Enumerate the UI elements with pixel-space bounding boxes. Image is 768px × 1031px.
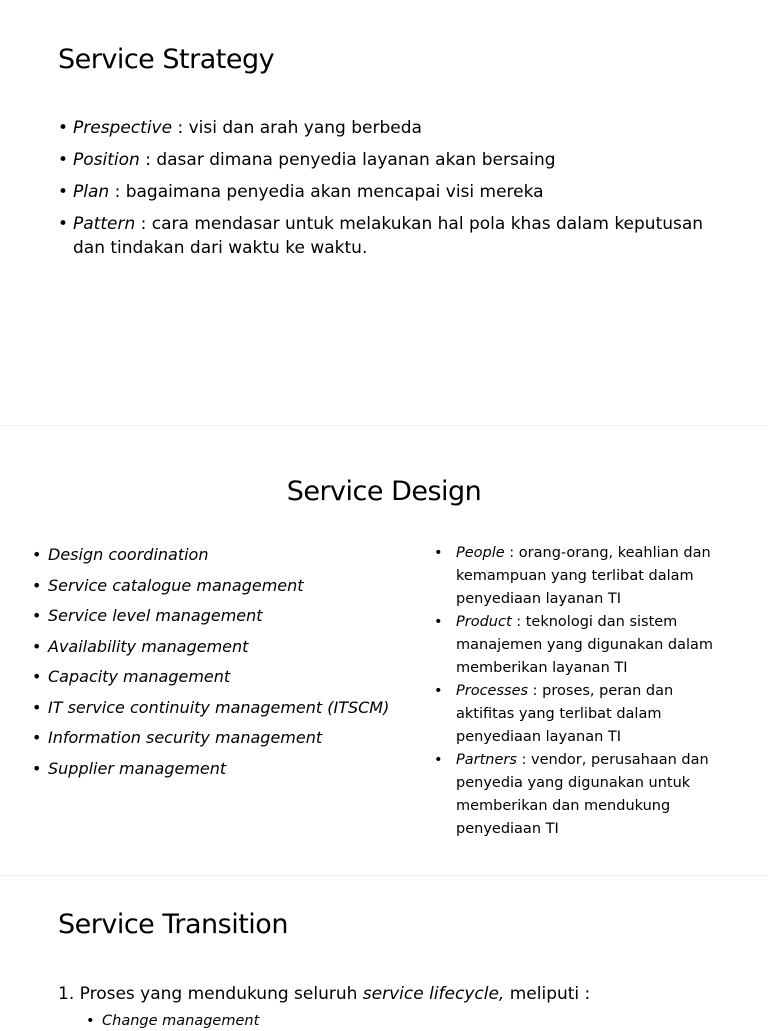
item-term: Pattern	[73, 214, 136, 234]
list-item	[434, 611, 734, 680]
item-desc: : visi dan arah yang berbeda	[172, 118, 422, 138]
list-item: • Service catalogue management	[32, 575, 412, 597]
item-term: Processes	[456, 683, 529, 699]
slide-service-strategy	[0, 0, 768, 420]
list-item: • Capacity management	[32, 666, 412, 688]
list-item: • Design coordination	[32, 544, 412, 566]
list-item	[58, 116, 718, 140]
point-prefix: 1. Proses yang mendukung seluruh	[58, 984, 363, 1004]
list-item: • IT service continuity management (ITSCM)	[32, 697, 412, 719]
list-item: • Change management	[86, 1011, 259, 1031]
list-item: • Availability management	[32, 636, 412, 658]
item-term: Partners	[456, 752, 517, 768]
point-suffix: meliputi :	[504, 984, 591, 1004]
list-item	[58, 148, 718, 172]
list-item	[434, 680, 734, 749]
list-item	[58, 180, 718, 204]
item-term: Product	[456, 614, 512, 630]
list-item: • Information security management	[32, 727, 412, 749]
design-process-list	[32, 544, 412, 788]
item-desc: : orang-orang, keahlian dan kemampuan yang terlibat dalam penyediaan layanan TI	[456, 545, 711, 607]
list-item	[58, 212, 718, 260]
slide-service-design	[0, 430, 768, 870]
item-desc: : teknologi dan sistem manajemen yang digunakan dalam memberikan layanan TI	[456, 614, 714, 676]
slide-service-transition	[0, 880, 768, 1029]
list-item: • Service level management	[32, 605, 412, 627]
list-item	[434, 542, 734, 611]
point-emphasis: service lifecycle,	[362, 984, 505, 1004]
strategy-bullet-list	[58, 116, 718, 268]
numbered-point	[58, 982, 590, 1006]
item-term: Position	[73, 150, 140, 170]
item-desc: : bagaimana penyedia akan mencapai visi mereka	[109, 182, 544, 202]
design-four-ps-list	[434, 542, 734, 841]
slide-divider	[0, 875, 768, 876]
transition-sub-list	[86, 1011, 259, 1031]
item-desc: : cara mendasar untuk melakukan hal pola khas dalam keputusan dan tindakan dari waktu ke waktu.	[73, 214, 704, 258]
list-item	[434, 749, 734, 841]
item-desc: : proses, peran dan aktifitas yang terlibat dalam penyediaan layanan TI	[456, 683, 674, 745]
item-term: People	[456, 545, 505, 561]
slide-title: Service Transition	[58, 909, 288, 940]
slide-title: Service Strategy	[58, 44, 275, 75]
list-item: • Supplier management	[32, 758, 412, 780]
slide-title: Service Design	[286, 476, 482, 507]
item-term: Prespective	[73, 118, 173, 138]
item-desc: : vendor, perusahaan dan penyedia yang digunakan untuk memberikan dan mendukung penyediaan TI	[456, 752, 709, 837]
item-term: Plan	[73, 182, 110, 202]
slide-divider	[0, 425, 768, 426]
item-desc: : dasar dimana penyedia layanan akan bersaing	[139, 150, 556, 170]
